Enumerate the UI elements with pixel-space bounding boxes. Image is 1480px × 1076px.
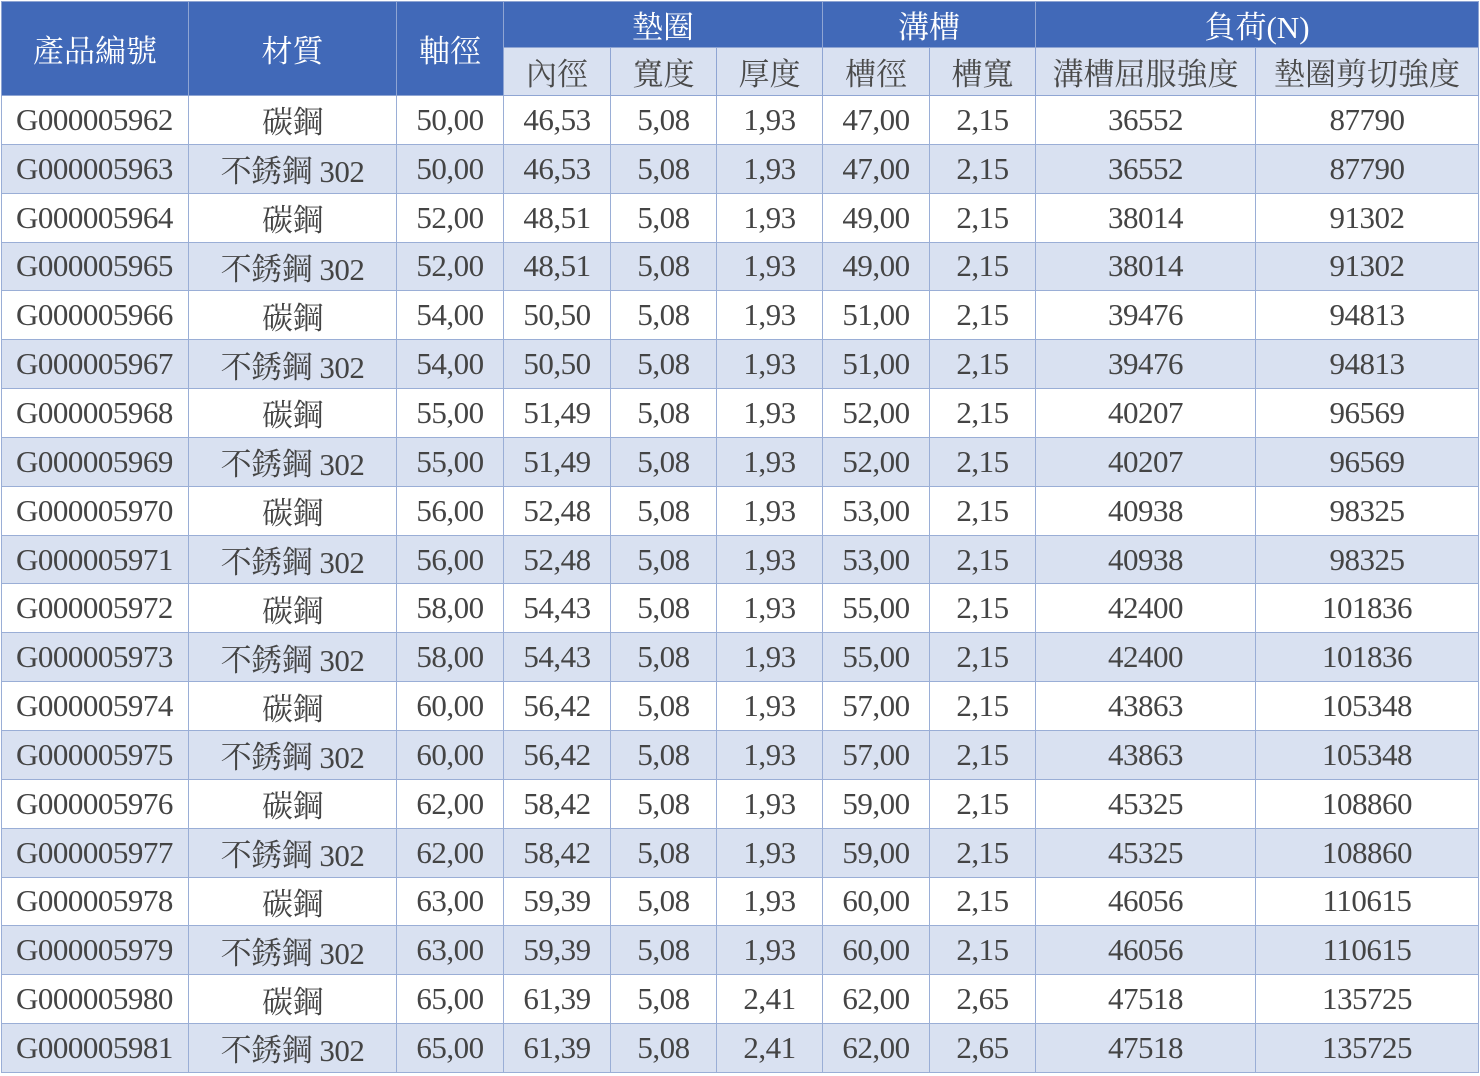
cell-groove-diameter: 47,00 [823, 144, 930, 193]
cell-shaft-diameter: 56,00 [397, 486, 504, 535]
cell-shaft-diameter: 56,00 [397, 535, 504, 584]
cell-washer-thickness: 1,93 [717, 389, 823, 438]
cell-product-code: G000005963 [2, 144, 189, 193]
cell-product-code: G000005981 [2, 1024, 189, 1073]
cell-washer-inner-diameter: 50,50 [504, 291, 611, 340]
table-row [2, 633, 1479, 682]
cell-washer-shear-strength: 94813 [1256, 340, 1479, 389]
cell-groove-width: 2,65 [930, 975, 1036, 1024]
cell-material: 不銹鋼 302 [189, 340, 397, 389]
header-groove-diameter: 槽徑 [823, 48, 930, 96]
cell-material: 不銹鋼 302 [189, 633, 397, 682]
table-row [2, 877, 1479, 926]
cell-shaft-diameter: 62,00 [397, 828, 504, 877]
cell-groove-width: 2,15 [930, 682, 1036, 731]
cell-washer-thickness: 2,41 [717, 975, 823, 1024]
cell-material: 碳鋼 [189, 975, 397, 1024]
cell-groove-width: 2,15 [930, 584, 1036, 633]
table-row [2, 291, 1479, 340]
header-washer-shear-strength: 墊圈剪切強度 [1256, 48, 1479, 96]
cell-washer-shear-strength: 91302 [1256, 193, 1479, 242]
table-row [2, 389, 1479, 438]
cell-groove-diameter: 53,00 [823, 486, 930, 535]
cell-washer-inner-diameter: 50,50 [504, 340, 611, 389]
cell-groove-yield-strength: 43863 [1036, 682, 1256, 731]
table-row [2, 682, 1479, 731]
cell-shaft-diameter: 60,00 [397, 682, 504, 731]
cell-washer-shear-strength: 110615 [1256, 926, 1479, 975]
cell-shaft-diameter: 55,00 [397, 437, 504, 486]
cell-washer-thickness: 1,93 [717, 779, 823, 828]
cell-material: 碳鋼 [189, 584, 397, 633]
cell-groove-yield-strength: 36552 [1036, 96, 1256, 145]
cell-shaft-diameter: 52,00 [397, 242, 504, 291]
cell-washer-inner-diameter: 54,43 [504, 633, 611, 682]
cell-washer-thickness: 1,93 [717, 730, 823, 779]
cell-washer-width: 5,08 [611, 144, 717, 193]
cell-washer-thickness: 1,93 [717, 96, 823, 145]
cell-groove-yield-strength: 45325 [1036, 779, 1256, 828]
cell-material: 不銹鋼 302 [189, 828, 397, 877]
cell-washer-inner-diameter: 56,42 [504, 730, 611, 779]
cell-shaft-diameter: 54,00 [397, 340, 504, 389]
cell-groove-width: 2,15 [930, 291, 1036, 340]
cell-washer-width: 5,08 [611, 730, 717, 779]
cell-washer-thickness: 1,93 [717, 242, 823, 291]
cell-groove-diameter: 49,00 [823, 193, 930, 242]
table-row [2, 340, 1479, 389]
cell-washer-thickness: 1,93 [717, 340, 823, 389]
cell-groove-yield-strength: 40207 [1036, 437, 1256, 486]
cell-washer-inner-diameter: 54,43 [504, 584, 611, 633]
cell-groove-diameter: 62,00 [823, 975, 930, 1024]
cell-product-code: G000005964 [2, 193, 189, 242]
table-row [2, 437, 1479, 486]
cell-shaft-diameter: 58,00 [397, 633, 504, 682]
cell-groove-diameter: 51,00 [823, 340, 930, 389]
cell-groove-yield-strength: 45325 [1036, 828, 1256, 877]
cell-groove-width: 2,15 [930, 242, 1036, 291]
cell-groove-yield-strength: 42400 [1036, 584, 1256, 633]
cell-product-code: G000005980 [2, 975, 189, 1024]
cell-groove-yield-strength: 47518 [1036, 1024, 1256, 1073]
cell-groove-diameter: 62,00 [823, 1024, 930, 1073]
table-row [2, 242, 1479, 291]
cell-product-code: G000005971 [2, 535, 189, 584]
cell-washer-width: 5,08 [611, 877, 717, 926]
cell-material: 碳鋼 [189, 96, 397, 145]
cell-groove-diameter: 47,00 [823, 96, 930, 145]
header-groove-yield-strength: 溝槽屈服強度 [1036, 48, 1256, 96]
cell-groove-diameter: 53,00 [823, 535, 930, 584]
cell-groove-width: 2,15 [930, 193, 1036, 242]
table-row [2, 975, 1479, 1024]
cell-washer-width: 5,08 [611, 779, 717, 828]
cell-shaft-diameter: 52,00 [397, 193, 504, 242]
cell-washer-width: 5,08 [611, 1024, 717, 1073]
cell-product-code: G000005969 [2, 437, 189, 486]
cell-shaft-diameter: 62,00 [397, 779, 504, 828]
cell-washer-width: 5,08 [611, 828, 717, 877]
cell-washer-inner-diameter: 59,39 [504, 926, 611, 975]
cell-washer-inner-diameter: 58,42 [504, 828, 611, 877]
cell-material: 碳鋼 [189, 779, 397, 828]
cell-washer-inner-diameter: 61,39 [504, 1024, 611, 1073]
cell-washer-thickness: 1,93 [717, 926, 823, 975]
spec-table [1, 1, 1479, 1073]
cell-groove-yield-strength: 43863 [1036, 730, 1256, 779]
cell-material: 碳鋼 [189, 877, 397, 926]
cell-washer-width: 5,08 [611, 193, 717, 242]
cell-material: 不銹鋼 302 [189, 437, 397, 486]
cell-washer-shear-strength: 135725 [1256, 975, 1479, 1024]
header-material: 材質 [189, 2, 397, 96]
table-row [2, 926, 1479, 975]
cell-groove-yield-strength: 47518 [1036, 975, 1256, 1024]
cell-washer-width: 5,08 [611, 340, 717, 389]
cell-groove-yield-strength: 42400 [1036, 633, 1256, 682]
cell-material: 不銹鋼 302 [189, 144, 397, 193]
cell-groove-diameter: 60,00 [823, 877, 930, 926]
cell-shaft-diameter: 50,00 [397, 144, 504, 193]
cell-washer-shear-strength: 87790 [1256, 96, 1479, 145]
cell-groove-diameter: 59,00 [823, 779, 930, 828]
cell-material: 不銹鋼 302 [189, 730, 397, 779]
cell-groove-diameter: 60,00 [823, 926, 930, 975]
cell-shaft-diameter: 54,00 [397, 291, 504, 340]
header-groove-group: 溝槽 [823, 2, 1036, 48]
cell-material: 不銹鋼 302 [189, 535, 397, 584]
cell-groove-width: 2,15 [930, 96, 1036, 145]
cell-washer-thickness: 1,93 [717, 291, 823, 340]
header-groove-width: 槽寬 [930, 48, 1036, 96]
header-shaft-diameter: 軸徑 [397, 2, 504, 96]
cell-groove-yield-strength: 40938 [1036, 535, 1256, 584]
cell-washer-width: 5,08 [611, 437, 717, 486]
cell-groove-width: 2,15 [930, 730, 1036, 779]
cell-washer-shear-strength: 101836 [1256, 633, 1479, 682]
header-product-code: 產品編號 [2, 2, 189, 96]
cell-washer-width: 5,08 [611, 389, 717, 438]
table-row [2, 1024, 1479, 1073]
cell-washer-thickness: 1,93 [717, 633, 823, 682]
cell-washer-width: 5,08 [611, 291, 717, 340]
cell-washer-shear-strength: 96569 [1256, 389, 1479, 438]
cell-washer-shear-strength: 108860 [1256, 828, 1479, 877]
cell-product-code: G000005977 [2, 828, 189, 877]
cell-washer-width: 5,08 [611, 96, 717, 145]
cell-groove-width: 2,15 [930, 486, 1036, 535]
cell-shaft-diameter: 65,00 [397, 975, 504, 1024]
cell-groove-width: 2,15 [930, 437, 1036, 486]
table-header [2, 2, 1479, 96]
cell-material: 不銹鋼 302 [189, 242, 397, 291]
cell-shaft-diameter: 63,00 [397, 926, 504, 975]
header-washer-thickness: 厚度 [717, 48, 823, 96]
cell-washer-shear-strength: 98325 [1256, 535, 1479, 584]
cell-shaft-diameter: 58,00 [397, 584, 504, 633]
cell-washer-shear-strength: 135725 [1256, 1024, 1479, 1073]
cell-washer-inner-diameter: 59,39 [504, 877, 611, 926]
cell-washer-inner-diameter: 46,53 [504, 144, 611, 193]
cell-shaft-diameter: 55,00 [397, 389, 504, 438]
cell-groove-diameter: 52,00 [823, 437, 930, 486]
cell-washer-width: 5,08 [611, 975, 717, 1024]
cell-product-code: G000005966 [2, 291, 189, 340]
cell-groove-width: 2,15 [930, 877, 1036, 926]
table-row [2, 828, 1479, 877]
cell-groove-diameter: 57,00 [823, 730, 930, 779]
cell-groove-width: 2,65 [930, 1024, 1036, 1073]
cell-material: 不銹鋼 302 [189, 1024, 397, 1073]
cell-washer-width: 5,08 [611, 486, 717, 535]
cell-washer-width: 5,08 [611, 633, 717, 682]
cell-groove-yield-strength: 38014 [1036, 242, 1256, 291]
cell-groove-width: 2,15 [930, 926, 1036, 975]
cell-washer-thickness: 1,93 [717, 144, 823, 193]
cell-washer-shear-strength: 96569 [1256, 437, 1479, 486]
cell-product-code: G000005979 [2, 926, 189, 975]
cell-product-code: G000005973 [2, 633, 189, 682]
cell-groove-diameter: 49,00 [823, 242, 930, 291]
cell-groove-diameter: 55,00 [823, 584, 930, 633]
table-body [2, 96, 1479, 1073]
cell-groove-width: 2,15 [930, 144, 1036, 193]
cell-washer-shear-strength: 105348 [1256, 730, 1479, 779]
cell-groove-yield-strength: 46056 [1036, 926, 1256, 975]
table-row [2, 193, 1479, 242]
table-row [2, 779, 1479, 828]
cell-groove-diameter: 59,00 [823, 828, 930, 877]
cell-material: 不銹鋼 302 [189, 926, 397, 975]
cell-washer-thickness: 2,41 [717, 1024, 823, 1073]
cell-product-code: G000005978 [2, 877, 189, 926]
cell-groove-yield-strength: 38014 [1036, 193, 1256, 242]
table-row [2, 730, 1479, 779]
cell-groove-yield-strength: 40938 [1036, 486, 1256, 535]
cell-groove-width: 2,15 [930, 633, 1036, 682]
cell-washer-inner-diameter: 61,39 [504, 975, 611, 1024]
table-row [2, 535, 1479, 584]
cell-washer-shear-strength: 101836 [1256, 584, 1479, 633]
cell-washer-inner-diameter: 48,51 [504, 242, 611, 291]
cell-groove-width: 2,15 [930, 779, 1036, 828]
cell-washer-shear-strength: 108860 [1256, 779, 1479, 828]
cell-groove-diameter: 52,00 [823, 389, 930, 438]
cell-washer-width: 5,08 [611, 926, 717, 975]
cell-product-code: G000005968 [2, 389, 189, 438]
cell-product-code: G000005975 [2, 730, 189, 779]
cell-washer-inner-diameter: 52,48 [504, 535, 611, 584]
cell-washer-thickness: 1,93 [717, 682, 823, 731]
cell-washer-shear-strength: 98325 [1256, 486, 1479, 535]
cell-material: 碳鋼 [189, 291, 397, 340]
cell-groove-diameter: 51,00 [823, 291, 930, 340]
cell-groove-diameter: 57,00 [823, 682, 930, 731]
cell-shaft-diameter: 60,00 [397, 730, 504, 779]
cell-washer-inner-diameter: 46,53 [504, 96, 611, 145]
cell-groove-yield-strength: 39476 [1036, 340, 1256, 389]
cell-washer-shear-strength: 94813 [1256, 291, 1479, 340]
table-row [2, 486, 1479, 535]
cell-washer-shear-strength: 105348 [1256, 682, 1479, 731]
header-washer-width: 寬度 [611, 48, 717, 96]
table-row [2, 144, 1479, 193]
cell-washer-inner-diameter: 51,49 [504, 389, 611, 438]
cell-washer-thickness: 1,93 [717, 193, 823, 242]
cell-product-code: G000005967 [2, 340, 189, 389]
cell-washer-width: 5,08 [611, 584, 717, 633]
cell-groove-yield-strength: 46056 [1036, 877, 1256, 926]
cell-washer-shear-strength: 91302 [1256, 242, 1479, 291]
cell-product-code: G000005965 [2, 242, 189, 291]
cell-washer-width: 5,08 [611, 242, 717, 291]
cell-groove-diameter: 55,00 [823, 633, 930, 682]
cell-washer-shear-strength: 87790 [1256, 144, 1479, 193]
cell-washer-thickness: 1,93 [717, 437, 823, 486]
cell-product-code: G000005962 [2, 96, 189, 145]
cell-material: 碳鋼 [189, 389, 397, 438]
cell-product-code: G000005970 [2, 486, 189, 535]
cell-shaft-diameter: 63,00 [397, 877, 504, 926]
cell-material: 碳鋼 [189, 682, 397, 731]
cell-washer-thickness: 1,93 [717, 877, 823, 926]
header-washer-inner-diameter: 內徑 [504, 48, 611, 96]
cell-shaft-diameter: 65,00 [397, 1024, 504, 1073]
cell-groove-yield-strength: 36552 [1036, 144, 1256, 193]
cell-washer-width: 5,08 [611, 682, 717, 731]
cell-washer-inner-diameter: 51,49 [504, 437, 611, 486]
cell-material: 碳鋼 [189, 486, 397, 535]
cell-material: 碳鋼 [189, 193, 397, 242]
table-row [2, 96, 1479, 145]
cell-groove-yield-strength: 39476 [1036, 291, 1256, 340]
cell-washer-inner-diameter: 48,51 [504, 193, 611, 242]
cell-groove-yield-strength: 40207 [1036, 389, 1256, 438]
cell-washer-inner-diameter: 58,42 [504, 779, 611, 828]
cell-shaft-diameter: 50,00 [397, 96, 504, 145]
cell-groove-width: 2,15 [930, 389, 1036, 438]
cell-groove-width: 2,15 [930, 828, 1036, 877]
cell-washer-thickness: 1,93 [717, 486, 823, 535]
cell-washer-shear-strength: 110615 [1256, 877, 1479, 926]
cell-product-code: G000005972 [2, 584, 189, 633]
cell-groove-width: 2,15 [930, 340, 1036, 389]
cell-product-code: G000005976 [2, 779, 189, 828]
cell-washer-inner-diameter: 52,48 [504, 486, 611, 535]
cell-washer-thickness: 1,93 [717, 535, 823, 584]
header-load-group: 負荷(N) [1036, 2, 1479, 48]
cell-washer-thickness: 1,93 [717, 584, 823, 633]
table-row [2, 584, 1479, 633]
cell-washer-thickness: 1,93 [717, 828, 823, 877]
cell-washer-width: 5,08 [611, 535, 717, 584]
cell-product-code: G000005974 [2, 682, 189, 731]
cell-groove-width: 2,15 [930, 535, 1036, 584]
cell-washer-inner-diameter: 56,42 [504, 682, 611, 731]
header-washer-group: 墊圈 [504, 2, 823, 48]
